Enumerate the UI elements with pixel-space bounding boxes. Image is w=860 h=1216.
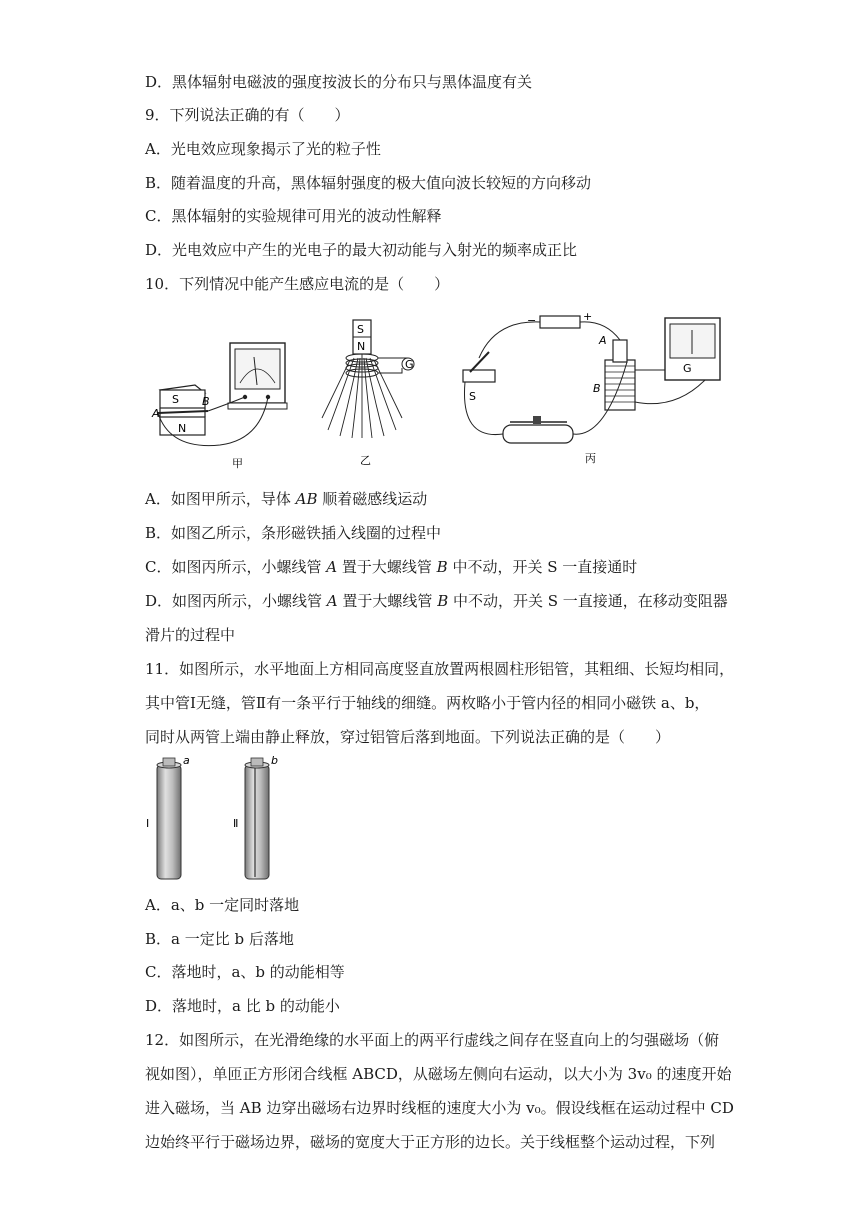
label-a: A [599, 334, 607, 347]
solenoid-a [613, 340, 627, 362]
battery [540, 316, 580, 328]
conductor-ab [158, 411, 208, 413]
q12-line-2: 视如图），单匝正方形闭合线框 ABCD，从磁场左侧向右运动，以大小为 3v₀ 的速度开始 [145, 1065, 732, 1083]
q12-line-3: 进入磁场，当 AB 边穿出磁场右边界时线框的速度大小为 v₀。假设线框在运动过程中 CD [145, 1099, 734, 1117]
label-g: G [683, 362, 692, 375]
label-n: N [357, 340, 366, 353]
q11-stem-3: 同时从两管上端由静止释放，穿过铝管后落到地面。下列说法正确的是（ ） [145, 728, 671, 746]
battery-minus: − [527, 314, 537, 327]
q12-line-4: 边始终平行于磁场边界，磁场的宽度大于正方形的边长。关于线框整个运动过程，下列 [145, 1133, 716, 1151]
q10-option-a: A．如图甲所示，导体 AB 顺着磁感线运动 [145, 490, 428, 508]
magnet-s-block [160, 390, 205, 408]
label-s: S [172, 393, 179, 406]
battery-plus: + [583, 310, 593, 323]
label-bing: 丙 [585, 452, 596, 465]
label-a: a [183, 755, 190, 767]
switch-lever [470, 352, 489, 372]
q10-stem: 10．下列情况中能产生感应电流的是（ ） [145, 275, 450, 293]
q11-stem-2: 其中管Ⅰ无缝，管Ⅱ有一条平行于轴线的细缝。两枚略小于管内径的相同小磁铁 a、b， [145, 694, 710, 712]
q11-figure [145, 755, 295, 885]
q10-figure-bing [455, 310, 730, 470]
galvanometer-base [228, 403, 287, 409]
q11-option-b: B．a 一定比 b 后落地 [145, 930, 294, 948]
q10-figure-yi [320, 318, 420, 468]
label-s: S [357, 323, 364, 336]
label-b: b [271, 755, 278, 767]
q12-line-1: 12．如图所示，在光滑绝缘的水平面上的两平行虚线之间存在竖直向上的匀强磁场（俯 [145, 1031, 720, 1049]
q9-option-c: C．黑体辐射的实验规律可用光的波动性解释 [145, 207, 442, 225]
q10-option-b: B．如图乙所示，条形磁铁插入线圈的过程中 [145, 524, 442, 542]
q11-stem-1: 11．如图所示，水平地面上方相同高度竖直放置两根圆柱形铝管，其粗细、长短均相同， [145, 660, 735, 678]
field-lines [322, 354, 402, 438]
switch-base [463, 370, 495, 382]
q10-option-d-cont: 滑片的过程中 [145, 626, 236, 644]
q9-option-d: D．光电效应中产生的光电子的最大初动能与入射光的频率成正比 [145, 241, 578, 259]
tube-1 [157, 765, 181, 879]
tube-2 [245, 765, 269, 879]
label-n: N [178, 422, 187, 435]
q9-stem: 9．下列说法正确的有（ ） [145, 106, 350, 124]
label-jia: 甲 [232, 457, 243, 470]
label-tube-2: Ⅱ [233, 817, 239, 830]
magnet-b [251, 758, 263, 766]
q10-figure-jia [150, 335, 300, 470]
q9-option-b: B．随着温度的升高，黑体辐射强度的极大值向波长较短的方向移动 [145, 174, 592, 192]
q10-option-c: C．如图丙所示，小螺线管 A 置于大螺线管 B 中不动，开关 S 一直接通时 [145, 558, 638, 576]
q8-option-d: D．黑体辐射电磁波的强度按波长的分布只与黑体温度有关 [145, 73, 533, 91]
q9-option-a: A．光电效应现象揭示了光的粒子性 [145, 140, 381, 158]
q11-option-d: D．落地时，a 比 b 的动能小 [145, 997, 340, 1015]
label-b: B [593, 382, 601, 395]
label-s: S [469, 390, 476, 403]
label-a: A [152, 407, 160, 420]
label-yi: 乙 [360, 454, 371, 467]
rheostat [503, 425, 573, 443]
q11-option-c: C．落地时，a、b 的动能相等 [145, 963, 345, 981]
rheostat-slider [533, 416, 541, 424]
q11-option-a: A．a、b 一定同时落地 [145, 896, 300, 914]
solenoid-b [605, 360, 635, 410]
label-tube-1: Ⅰ [146, 817, 150, 830]
q10-option-d: D．如图丙所示，小螺线管 A 置于大螺线管 B 中不动，开关 S 一直接通，在移动变阻器 [145, 592, 728, 610]
label-b: B [202, 395, 210, 408]
magnet-a [163, 758, 175, 766]
label-g: G [405, 358, 414, 371]
